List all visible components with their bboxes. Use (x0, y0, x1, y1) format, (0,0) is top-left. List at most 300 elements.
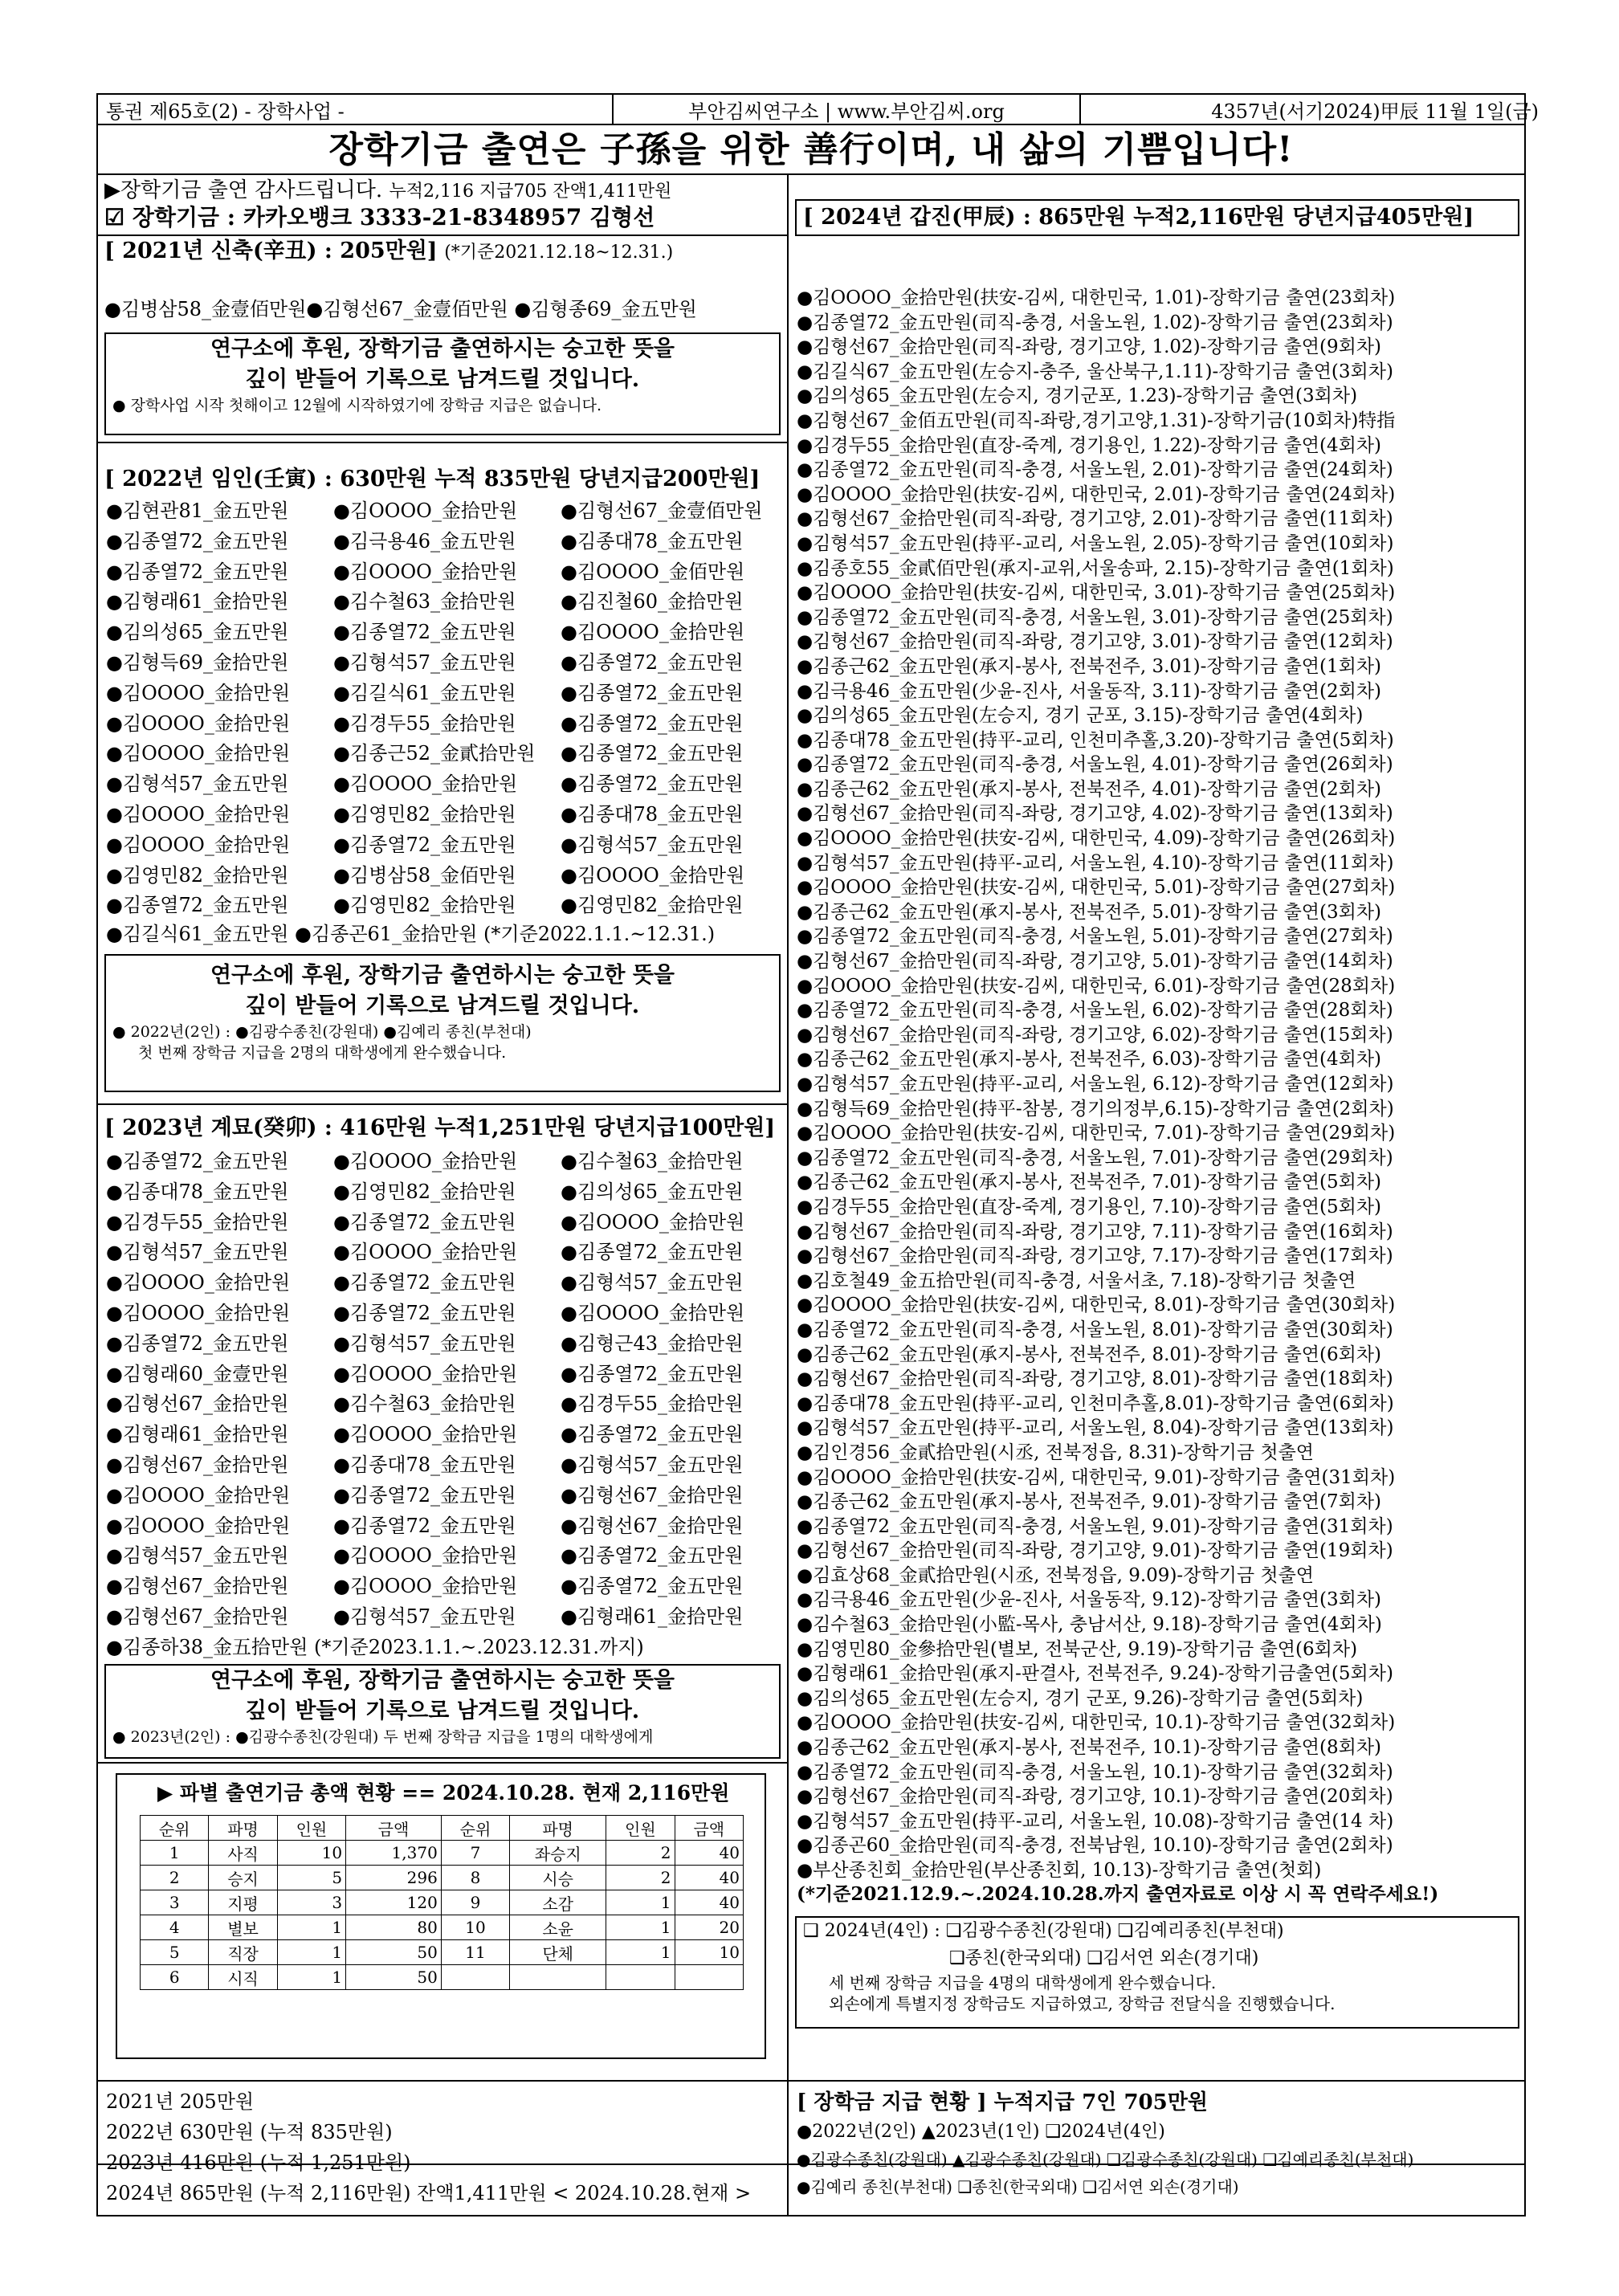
donor-entry: ●김종열72_金五만원 (333, 1210, 516, 1234)
donor-row (106, 618, 788, 648)
stats-cell: 1 (141, 1841, 209, 1866)
donor-entry-2024: ●김형선67_金拾만원(司직-좌랑, 경기고양, 8.01)-장학기금 출연(18회차) (797, 1368, 1393, 1390)
donor-entry: ●김종열72_金五만원 (561, 1544, 744, 1568)
donor-entry: ●김형석57_金五만원 (106, 773, 289, 796)
donor-entry-2024: ●김의성65_金五만원(左승지, 경기 군포, 9.26)-장학기금 출연(5회차) (797, 1687, 1364, 1709)
stats-cell: 80 (346, 1915, 442, 1940)
donor-entry: ●김OOOO_金拾만원 (333, 1241, 518, 1264)
donor-entry-2024: ●김형득69_金拾만원(持平-참봉, 경기의정부,6.15)-장학기금 출연(2회차) (797, 1098, 1394, 1119)
recipients-line-2: ❑종친(한국외대) ❑김서연 외손(경기대) (949, 1948, 1259, 1968)
stats-cell: 별보 (209, 1915, 277, 1940)
payout-heading: [ 장학금 지급 현황 ] 누적지급 7인 705만원 (797, 2090, 1208, 2115)
donor-entry: ●김형석57_金五만원 (106, 1544, 289, 1568)
donor-entry-2024: ●김효상68_金貳拾만원(시丞, 전북정읍, 9.09)-장학기금 첫출연 (797, 1564, 1315, 1586)
stats-cell: 50 (346, 1965, 442, 1990)
stats-cell: 7 (441, 1841, 509, 1866)
date-label: 4357년(서기2024)甲辰 11월 1일(금) (1211, 100, 1539, 123)
stats-cell: 1 (606, 1890, 675, 1915)
donor-entry: ●김OOOO_金拾만원 (106, 802, 291, 826)
donor-grid-2022 (106, 496, 788, 921)
stats-cell: 1 (606, 1940, 675, 1965)
stats-cell: 승지 (209, 1866, 277, 1890)
stats-cell: 2 (606, 1866, 675, 1890)
donor-entry: ●김극용46_金五만원 (333, 529, 516, 553)
stats-cell: 시직 (209, 1965, 277, 1990)
donor-entry: ●김OOOO_金拾만원 (561, 621, 745, 644)
donor-row (106, 1511, 788, 1542)
donor-entry-2024: ●김종근62_金五만원(承지-봉사, 전북전주, 4.01)-장학기금 출연(2회차) (797, 778, 1382, 800)
stats-cell: 시승 (510, 1866, 606, 1890)
donor-entry-2024: ●김OOOO_金拾만원(扶安-김씨, 대한민국, 8.01)-장학기금 출연(30회차) (797, 1295, 1396, 1316)
donor-row (106, 679, 788, 709)
donor-row (106, 648, 788, 679)
stats-header-cell: 금액 (675, 1816, 743, 1841)
stats-header-row (141, 1816, 744, 1841)
donor-row (106, 1360, 788, 1390)
donor-row (106, 587, 788, 618)
donor-entry-2024: ●김형석57_金五만원(持平-교리, 서울노원, 4.10)-장학기금 출연(11회차) (797, 852, 1394, 874)
donor-entry-2024: ●김종열72_金五만원(司직-충경, 서울노원, 10.1)-장학기금 출연(32회차) (797, 1761, 1393, 1783)
donor-entry-2024: ●김형석57_金五만원(持平-교리, 서울노원, 6.12)-장학기금 출연(12회차) (797, 1074, 1394, 1095)
donor-entry: ●김OOOO_金拾만원 (106, 742, 291, 765)
donor-grid-2023 (106, 1147, 788, 1633)
donor-entry-2024: ●김종열72_金五만원(司직-충경, 서울노원, 8.01)-장학기금 출연(30회차) (797, 1319, 1393, 1340)
stats-cell: 소감 (510, 1890, 606, 1915)
stats-cell: 2 (141, 1866, 209, 1890)
notice-line-2: 깊이 받들어 기록으로 남겨드릴 것입니다. (245, 993, 640, 1018)
stats-header-cell: 파명 (209, 1816, 277, 1841)
stats-cell: 1 (277, 1915, 345, 1940)
heading-2022: [ 2022년 임인(壬寅) : 630만원 누적 835만원 당년지급200만원] (104, 467, 761, 491)
stats-cell: 지평 (209, 1890, 277, 1915)
stats-cell: 5 (277, 1866, 345, 1890)
donor-entry-2024: ●김종대78_金五만원(持平-교리, 인천미추홀,3.20)-장학기금 출연(5회차) (797, 729, 1394, 751)
summary-line: 2022년 630만원 (누적 835만원) (106, 2121, 393, 2143)
donor-entry-2024: ●김형래61_金拾만원(承지-판결사, 전북전주, 9.24)-장학기금출연(5회차) (797, 1663, 1393, 1685)
donor-entry: ●김종대78_金五만원 (106, 1180, 289, 1203)
summary-line: 2023년 416만원 (누적 1,251만원) (106, 2151, 411, 2174)
donor-row (106, 1450, 788, 1481)
donor-entry: ●김형선67_金拾만원 (561, 1483, 744, 1507)
donor-entry-2024: ●김OOOO_金拾만원(扶安-김씨, 대한민국, 5.01)-장학기금 출연(27회차) (797, 877, 1396, 899)
recipients-line-4: 외손에게 특별지정 장학금도 지급하였고, 장학금 전달식을 진행했습니다. (829, 1994, 1336, 2013)
donor-entry-2024: ●김길식67_金五만원(左승지-충주, 울산북구,1.11)-장학기금 출연(3회차) (797, 361, 1393, 382)
donor-entry-2024: ●김종열72_金五만원(司직-충경, 서울노원, 9.01)-장학기금 출연(31회차) (797, 1515, 1393, 1537)
donor-entry: ●김형선67_金拾만원 (561, 1514, 744, 1537)
donor-row (106, 557, 788, 588)
stats-cell: 1 (277, 1940, 345, 1965)
donor-entry: ●김종열72_金五만원 (333, 621, 516, 644)
summary-line: 2021년 205만원 (106, 2090, 255, 2113)
donor-entry: ●김OOOO_金拾만원 (561, 1301, 745, 1324)
left-column (96, 175, 789, 2165)
donor-entry-2024: ●김형선67_金拾만원(司직-좌랑, 경기고양, 6.02)-장학기금 출연(15회차) (797, 1024, 1393, 1046)
recipients-line-1: ❑ 2024년(4인) : ❑김광수종친(강원대) ❑김예리종친(부천대) (803, 1921, 1284, 1941)
donor-entry-2024: ●김OOOO_金拾만원(扶安-김씨, 대한민국, 2.01)-장학기금 출연(24회차) (797, 483, 1396, 505)
donor-entry: ●김OOOO_金拾만원 (333, 1362, 518, 1385)
donor-entry: ●김경두55_金拾만원 (106, 1210, 289, 1234)
donor-row (106, 527, 788, 557)
summary-box (96, 2080, 789, 2216)
donor-entry: ●김종열72_金五만원 (561, 1241, 744, 1264)
notice-note: ● 장학사업 시작 첫해이고 12월에 시작하였기에 장학금 지급은 없습니다. (112, 397, 602, 414)
stats-cell: 6 (141, 1965, 209, 1990)
section-2022 (98, 443, 787, 1105)
stats-row (141, 1866, 744, 1890)
recipients-box-2024 (795, 1916, 1519, 2029)
donor-entry: ●김종대78_金五만원 (561, 802, 744, 826)
donor-entry-2024: ●김종열72_金五만원(司직-충경, 서울노원, 2.01)-장학기금 출연(24회차) (797, 459, 1393, 481)
donor-entry: ●김경두55_金拾만원 (561, 1393, 744, 1416)
donor-entry-2024: ●김인경56_金貳拾만원(시丞, 전북정읍, 8.31)-장학기금 첫출연 (797, 1442, 1315, 1463)
donor-entry: ●김형선67_金拾만원 (106, 1605, 289, 1628)
donor-entry: ●김종열72_金五만원 (333, 1301, 516, 1324)
notice-line-1: 연구소에 후원, 장학기금 출연하시는 숭고한 뜻을 (210, 1668, 675, 1693)
notice-note: ● 2022년(2인) : ●김광수종친(강원대) ●김예리 종친(부천대) (112, 1023, 532, 1041)
stats-cell: 296 (346, 1866, 442, 1890)
donor-row (106, 1389, 788, 1420)
stats-header-cell: 순위 (441, 1816, 509, 1841)
donor-entry-2024: ●김경두55_金拾만원(直장-죽계, 경기용인, 7.10)-장학기금 출연(5회차) (797, 1196, 1382, 1217)
notice-line-1: 연구소에 후원, 장학기금 출연하시는 숭고한 뜻을 (210, 963, 675, 988)
donor-entry: ●김영민82_金拾만원 (333, 802, 516, 826)
notice-note: 첫 번째 장학금 지급을 2명의 대학생에게 완수했습니다. (138, 1044, 507, 1062)
donor-entry: ●김종열72_金五만원 (561, 1362, 744, 1385)
donor-entry: ●김영민82_金拾만원 (333, 1180, 516, 1203)
stats-cell: 11 (441, 1940, 509, 1965)
stats-cell: 소윤 (510, 1915, 606, 1940)
donor-entry: ●김형석57_金五만원 (333, 650, 516, 674)
donor-entry: ●김형석57_金五만원 (561, 1453, 744, 1476)
notice-box-2022 (104, 954, 781, 1092)
stats-cell: 사직 (209, 1841, 277, 1866)
donor-entry-2024: ●김OOOO_金拾만원(扶安-김씨, 대한민국, 9.01)-장학기금 출연(31회차) (797, 1466, 1396, 1488)
donor-entry: ●김형석57_金五만원 (333, 1605, 516, 1628)
donor-entry: ●김경두55_金拾만원 (333, 712, 516, 735)
donor-entry: ●김종열72_金五만원 (106, 1332, 289, 1355)
donor-entry-2024: ●김형석57_金五만원(持平-교리, 서울노원, 8.04)-장학기금 출연(13회차) (797, 1417, 1394, 1439)
stats-cell (606, 1965, 675, 1990)
donor-entry-2024: ●김종근62_金五만원(承지-봉사, 전북전주, 10.1)-장학기금 출연(8회차) (797, 1737, 1382, 1759)
stats-row (141, 1965, 744, 1990)
donor-entry: ●김종열72_金五만원 (333, 1514, 516, 1537)
donor-row (106, 891, 788, 921)
donor-entry: ●김OOOO_金拾만원 (333, 500, 518, 522)
page-title: 장학기금 출연은 子孫을 위한 善行이며, 내 삶의 기쁨입니다! (96, 125, 1526, 175)
donor-entry: ●김형선67_金拾만원 (106, 1575, 289, 1598)
donor-entry-2024: ●김의성65_金五만원(左승지, 경기군포, 1.23)-장학기금 출연(3회차) (797, 385, 1358, 407)
donor-entry-2024: ●김OOOO_金拾만원(扶安-김씨, 대한민국, 10.1)-장학기금 출연(32회차) (797, 1712, 1396, 1734)
donor-entry: ●김영민82_金拾만원 (106, 863, 289, 887)
donor-row (106, 769, 788, 800)
stats-table (140, 1815, 744, 1990)
donor-entry-2024: ●김OOOO_金拾만원(扶安-김씨, 대한민국, 1.01)-장학기금 출연(23회차) (797, 288, 1396, 308)
donor-row (106, 1572, 788, 1602)
donor-entry-2024: ●김형선67_金拾만원(司직-좌랑, 경기고양, 3.01)-장학기금 출연(12회차) (797, 631, 1393, 653)
heading-2023: [ 2023년 계묘(癸卯) : 416만원 누적1,251만원 당년지급100만원] (104, 1115, 776, 1140)
donor-entry: ●김OOOO_金拾만원 (561, 863, 745, 887)
donor-entry: ●김종열72_金五만원 (561, 1575, 744, 1598)
donor-entry-2024: ●김종곤60_金拾만원(司직-충경, 전북남원, 10.10)-장학기금 출연(2회차) (797, 1835, 1393, 1857)
donor-entry-2024: ●김OOOO_金拾만원(扶安-김씨, 대한민국, 3.01)-장학기금 출연(25회차) (797, 582, 1396, 604)
donor-row (106, 1268, 788, 1299)
donor-row (106, 861, 788, 891)
donor-entry: ●김OOOO_金拾만원 (106, 833, 291, 856)
donor-entry-2024: ●김종근62_金五만원(承지-봉사, 전북전주, 6.03)-장학기금 출연(4회차) (797, 1049, 1382, 1071)
donor-entry: ●김형선67_金拾만원 (106, 1393, 289, 1416)
stats-cell: 40 (675, 1841, 743, 1866)
donor-entry-2024: ●김종열72_金五만원(司직-충경, 서울노원, 6.02)-장학기금 출연(28회차) (797, 1000, 1393, 1022)
donor-row (106, 1147, 788, 1177)
donor-row (106, 709, 788, 740)
stats-header-cell: 인원 (277, 1816, 345, 1841)
donor-row (106, 496, 788, 527)
stats-cell (510, 1965, 606, 1990)
notice-box-2021 (104, 332, 781, 435)
donor-entry: ●김OOOO_金拾만원 (106, 1271, 291, 1295)
donor-entry-2024: ●김종호55_金貳佰만원(承지-교위,서울송파, 2.15)-장학기금 출연(1회차) (797, 557, 1394, 579)
payout-box (789, 2080, 1526, 2216)
donor-entry-2024: ●김형선67_金拾만원(司직-좌랑, 경기고양, 4.02)-장학기금 출연(13회차) (797, 803, 1393, 825)
stats-cell: 3 (141, 1890, 209, 1915)
donor-entry-2024: ●김OOOO_金拾만원(扶安-김씨, 대한민국, 7.01)-장학기금 출연(29회차) (797, 1123, 1396, 1144)
stats-cell: 단체 (510, 1940, 606, 1965)
donor-entry-2024: ●김형선67_金拾만원(司직-좌랑, 경기고양, 2.01)-장학기금 출연(11회차) (797, 508, 1393, 530)
org-label: 부안김씨연구소 | www.부안김씨.org (688, 100, 1005, 123)
donor-entry: ●김종열72_金五만원 (561, 650, 744, 674)
payout-row: ●김광수종친(강원대) ▲김광수종친(강원대) ❑김광수종친(강원대) ❑김예리종친(부천대) (797, 2150, 1414, 2169)
donor-row (106, 1329, 788, 1360)
section-2021 (98, 234, 787, 443)
donor-entry: ●김길식61_金五만원 (333, 681, 516, 704)
donor-entry-2024: ●김종근62_金五만원(承지-봉사, 전북전주, 8.01)-장학기금 출연(6회차) (797, 1344, 1382, 1365)
thanks-line: ▶장학기금 출연 감사드립니다. 누적2,116 지급705 잔액1,411만원 (104, 178, 672, 202)
donor-entry: ●김영민82_金拾만원 (561, 894, 744, 917)
stats-cell: 20 (675, 1915, 743, 1940)
donor-entry: ●김병삼58_金佰만원 (333, 863, 516, 887)
stats-cell: 1 (606, 1915, 675, 1940)
stats-row (141, 1915, 744, 1940)
donor-entry-2024: ●김호철49_金五拾만원(司직-충경, 서울서초, 7.18)-장학기금 첫출연 (797, 1270, 1356, 1291)
heading-box-2024 (795, 199, 1519, 236)
stats-row (141, 1841, 744, 1866)
donor-row (106, 1420, 788, 1450)
donor-entry: ●김종열72_金五만원 (561, 742, 744, 765)
stats-header-cell: 순위 (141, 1816, 209, 1841)
donor-list-2024 (797, 286, 1519, 1883)
payout-row: ●김예리 종친(부천대) ❑종친(한국외대) ❑김서연 외손(경기대) (797, 2177, 1239, 2196)
right-column (789, 175, 1526, 2165)
donor-entry: ●김종열72_金五만원 (106, 529, 289, 553)
stats-header-cell: 금액 (346, 1816, 442, 1841)
donor-entry-2024: ●김형선67_金拾만원(司직-좌랑, 경기고양, 10.1)-장학기금 출연(20회차) (797, 1786, 1393, 1808)
recipients-line-3: 세 번째 장학금 지급을 4명의 대학생에게 완수했습니다. (829, 1973, 1217, 1992)
stats-cell: 1 (277, 1965, 345, 1990)
account-line: ☑ 장학기금 : 카카오뱅크 3333-21-8348957 김형선 (104, 204, 655, 230)
donor-entry: ●김종열72_金五만원 (333, 833, 516, 856)
stats-header-cell: 파명 (510, 1816, 606, 1841)
donor-entry: ●김종열72_金五만원 (333, 1483, 516, 1507)
donor-entry-2024: ●김종열72_金五만원(司직-충경, 서울노원, 5.01)-장학기금 출연(27회차) (797, 926, 1393, 948)
summary-line: 2024년 865만원 (누적 2,116만원) 잔액1,411만원 < 2024.10.28.현재 > (106, 2182, 752, 2204)
donor-entry: ●김형래61_金拾만원 (106, 1423, 289, 1446)
donor-entry: ●김형석57_金五만원 (106, 1241, 289, 1264)
donor-entry-2024: ●김OOOO_金拾만원(扶安-김씨, 대한민국, 6.01)-장학기금 출연(28회차) (797, 975, 1396, 997)
donor-entry: ●김종열72_金五만원 (561, 773, 744, 796)
notice-line-1: 연구소에 후원, 장학기금 출연하시는 숭고한 뜻을 (210, 336, 675, 361)
notice-line-2: 깊이 받들어 기록으로 남겨드릴 것입니다. (245, 1699, 640, 1723)
donor-entry-2024: ●김종열72_金五만원(司직-충경, 서울노원, 1.02)-장학기금 출연(23회차) (797, 312, 1393, 333)
donor-entry: ●김OOOO_金拾만원 (106, 1514, 291, 1537)
donor-entry-2024: ●김종근62_金五만원(承지-봉사, 전북전주, 3.01)-장학기금 출연(1회차) (797, 655, 1382, 677)
donor-entry: ●김종열72_金五만원 (333, 1271, 516, 1295)
donor-entry-2024: ●김형선67_金拾만원(司직-좌랑, 경기고양, 9.01)-장학기금 출연(19회차) (797, 1540, 1393, 1562)
donor-entry-2024: ●김수철63_金拾만원(小監-목사, 충남서산, 9.18)-장학기금 출연(4회차) (797, 1614, 1382, 1636)
stats-title: ▶ 파별 출연기금 총액 현황 == 2024.10.28. 현재 2,116만원 (157, 1781, 730, 1805)
donor-entry-2024: ●김종근62_金五만원(承지-봉사, 전북전주, 9.01)-장학기금 출연(7회차) (797, 1491, 1382, 1513)
donor-entry: ●김OOOO_金拾만원 (333, 1150, 518, 1172)
donor-entry: ●김OOOO_金拾만원 (333, 560, 518, 583)
stats-cell: 1,370 (346, 1841, 442, 1866)
stats-cell: 40 (675, 1890, 743, 1915)
donor-entry-2024: ●김형선67_金拾만원(司직-좌랑, 경기고양, 7.17)-장학기금 출연(17회차) (797, 1246, 1393, 1267)
donor-entry-2024: ●김형선67_金拾만원(司직-좌랑, 경기고양, 1.02)-장학기금 출연(9회차) (797, 336, 1382, 358)
donor-entry: ●김의성65_金五만원 (106, 621, 289, 644)
stats-cell: 좌승지 (510, 1841, 606, 1866)
donor-entry: ●김형석57_金五만원 (333, 1332, 516, 1355)
donor-entry: ●김종열72_金五만원 (106, 894, 289, 917)
donor-row (106, 1208, 788, 1238)
donor-entry: ●김OOOO_金拾만원 (333, 773, 518, 796)
donor-entry-2024: ●김종대78_金五만원(持平-교리, 인천미추홀,8.01)-장학기금 출연(6회차) (797, 1393, 1394, 1414)
stats-cell: 10 (675, 1940, 743, 1965)
donor-entry-2024: ●김형선67_金佰五만원(司직-좌랑,경기고양,1.31)-장학기금(10회차)特指 (797, 410, 1396, 431)
heading-2021: [ 2021년 신축(辛丑) : 205만원] (*기준2021.12.18~12.31.) (104, 239, 674, 263)
donor-entry: ●김OOOO_金拾만원 (333, 1575, 518, 1598)
donors-2022-last: ●김길식61_金五만원 ●김종곤61_金拾만원 (*기준2022.1.1.~12.31.) (106, 923, 716, 945)
donor-row (106, 1541, 788, 1572)
donor-entry: ●김영민82_金拾만원 (333, 894, 516, 917)
stats-cell: 10 (441, 1915, 509, 1940)
stats-cell: 40 (675, 1866, 743, 1890)
donors-2021: ●김병삼58_金壹佰만원●김형선67_金壹佰만원 ●김형종69_金五만원 (104, 298, 697, 320)
header-bar (96, 93, 1539, 125)
notice-line-2: 깊이 받들어 기록으로 남겨드릴 것입니다. (245, 367, 640, 392)
donor-entry: ●김종열72_金五만원 (561, 712, 744, 735)
donor-entry: ●김OOOO_金拾만원 (333, 1544, 518, 1568)
donor-entry: ●김종대78_金五만원 (561, 529, 744, 553)
donor-entry: ●김형래61_金拾만원 (561, 1605, 744, 1628)
stats-cell: 120 (346, 1890, 442, 1915)
donor-entry: ●김종열72_金五만원 (561, 681, 744, 704)
donor-entry: ●김형득69_金拾만원 (106, 650, 289, 674)
donor-entry: ●김수철63_金拾만원 (561, 1150, 744, 1172)
stats-cell: 4 (141, 1915, 209, 1940)
footnote: (*기준2021.12.9.~.2024.10.28.까지 출연자료로 이상 시 꼭 연락주세요!) (797, 1883, 1439, 1905)
donor-row (106, 800, 788, 830)
heading-2024: [ 2024년 갑진(甲辰) : 865만원 누적2,116만원 당년지급405만원] (803, 205, 1474, 230)
donor-entry-2024: ●김극용46_金五만원(少윤-진사, 서울동작, 9.12)-장학기금 출연(3회차) (797, 1589, 1382, 1611)
donor-entry: ●김형선67_金拾만원 (106, 1453, 289, 1476)
donor-entry-2024: ●김OOOO_金拾만원(扶安-김씨, 대한민국, 4.09)-장학기금 출연(26회차) (797, 828, 1396, 850)
donor-entry-2024: ●김의성65_金五만원(左승지, 경기 군포, 3.15)-장학기금 출연(4회차) (797, 705, 1364, 727)
donor-entry-2024: ●김종근62_金五만원(承지-봉사, 전북전주, 5.01)-장학기금 출연(3회차) (797, 901, 1382, 923)
donor-entry-2024: ●김형석57_金五만원(持平-교리, 서울노원, 2.05)-장학기금 출연(10회차) (797, 532, 1394, 554)
notice-box-2023 (104, 1664, 781, 1759)
donor-entry-2024: ●김극용46_金五만원(少윤-진사, 서울동작, 3.11)-장학기금 출연(2회차) (797, 680, 1382, 702)
donor-entry-2024: ●김종열72_金五만원(司직-충경, 서울노원, 7.01)-장학기금 출연(29회차) (797, 1147, 1393, 1168)
stats-cell: 9 (441, 1890, 509, 1915)
donor-entry-2024: ●김종근62_金五만원(承지-봉사, 전북전주, 7.01)-장학기금 출연(5회차) (797, 1172, 1382, 1193)
donor-entry: ●김OOOO_金拾만원 (333, 1423, 518, 1446)
donor-entry: ●김형선67_金壹佰만원 (561, 500, 763, 522)
payout-years: ●2022년(2인) ▲2023년(1인) ❑2024년(4인) (797, 2122, 1165, 2142)
donor-entry-2024: ●김영민80_金參拾만원(별보, 전북군산, 9.19)-장학기금 출연(6회차) (797, 1638, 1358, 1660)
donor-entry: ●김OOOO_金拾만원 (106, 1483, 291, 1507)
donor-entry-2024: ●부산종친회_金拾만원(부산종친회, 10.13)-장학기금 출연(첫회) (797, 1860, 1322, 1881)
donor-entry-2024: ●김종열72_金五만원(司직-충경, 서울노원, 4.01)-장학기금 출연(26회차) (797, 754, 1393, 776)
stats-cell: 직장 (209, 1940, 277, 1965)
stats-row (141, 1940, 744, 1965)
donor-entry: ●김의성65_金五만원 (561, 1180, 744, 1203)
stats-cell (675, 1965, 743, 1990)
donor-entry-2024: ●김형석57_金五만원(持平-교리, 서울노원, 10.08)-장학기금 출연(14 차) (797, 1810, 1394, 1832)
stats-cell: 5 (141, 1940, 209, 1965)
donor-entry: ●김형석57_金五만원 (561, 833, 744, 856)
donor-entry-2024: ●김형선67_金拾만원(司직-좌랑, 경기고양, 7.11)-장학기금 출연(16회차) (797, 1221, 1393, 1242)
donor-row (106, 1481, 788, 1511)
stats-cell: 8 (441, 1866, 509, 1890)
donor-entry: ●김OOOO_金佰만원 (561, 560, 745, 583)
newsletter-page (96, 93, 1539, 2216)
donor-row (106, 1602, 788, 1633)
donor-entry-2024: ●김형선67_金拾만원(司직-좌랑, 경기고양, 5.01)-장학기금 출연(14회차) (797, 951, 1393, 973)
donor-row (106, 1238, 788, 1268)
donor-entry: ●김진철60_金拾만원 (561, 590, 744, 614)
donor-entry: ●김OOOO_金拾만원 (106, 712, 291, 735)
donor-row (106, 830, 788, 861)
stats-cell: 2 (606, 1841, 675, 1866)
issue-label: 통권 제65호(2) - 장학사업 - (106, 100, 345, 123)
stats-cell (441, 1965, 509, 1990)
donor-entry-2024: ●김경두55_金拾만원(直장-죽계, 경기용인, 1.22)-장학기금 출연(4회차) (797, 434, 1382, 456)
donor-entry: ●김종열72_金五만원 (561, 1423, 744, 1446)
donor-entry: ●김형래60_金壹만원 (106, 1362, 289, 1385)
donor-entry: ●김OOOO_金拾만원 (561, 1210, 745, 1234)
donor-entry: ●김수철63_金拾만원 (333, 1393, 516, 1416)
donor-entry-2024: ●김종열72_金五만원(司직-충경, 서울노원, 3.01)-장학기금 출연(25회차) (797, 606, 1393, 628)
section-2023 (98, 1105, 787, 1764)
stats-cell: 3 (277, 1890, 345, 1915)
donor-row (106, 1299, 788, 1329)
donor-row (106, 1177, 788, 1208)
stats-header-cell: 인원 (606, 1816, 675, 1841)
donor-entry: ●김형래61_金拾만원 (106, 590, 289, 614)
stats-box (116, 1773, 766, 2059)
donor-row (106, 739, 788, 769)
donor-entry: ●김종대78_金五만원 (333, 1453, 516, 1476)
donor-entry: ●김형석57_金五만원 (561, 1271, 744, 1295)
stats-row (141, 1890, 744, 1915)
notice-note: ● 2023년(2인) : ●김광수종친(강원대) 두 번째 장학금 지급을 1명의 대학생에게 (112, 1728, 654, 1746)
donor-entry: ●김종근52_金貳拾만원 (333, 742, 536, 765)
stats-cell: 50 (346, 1940, 442, 1965)
donor-entry: ●김OOOO_金拾만원 (106, 1301, 291, 1324)
stats-cell: 10 (277, 1841, 345, 1866)
donor-entry: ●김형근43_金拾만원 (561, 1332, 744, 1355)
donor-entry: ●김현관81_金五만원 (106, 500, 289, 522)
donor-entry: ●김종열72_金五만원 (106, 560, 289, 583)
